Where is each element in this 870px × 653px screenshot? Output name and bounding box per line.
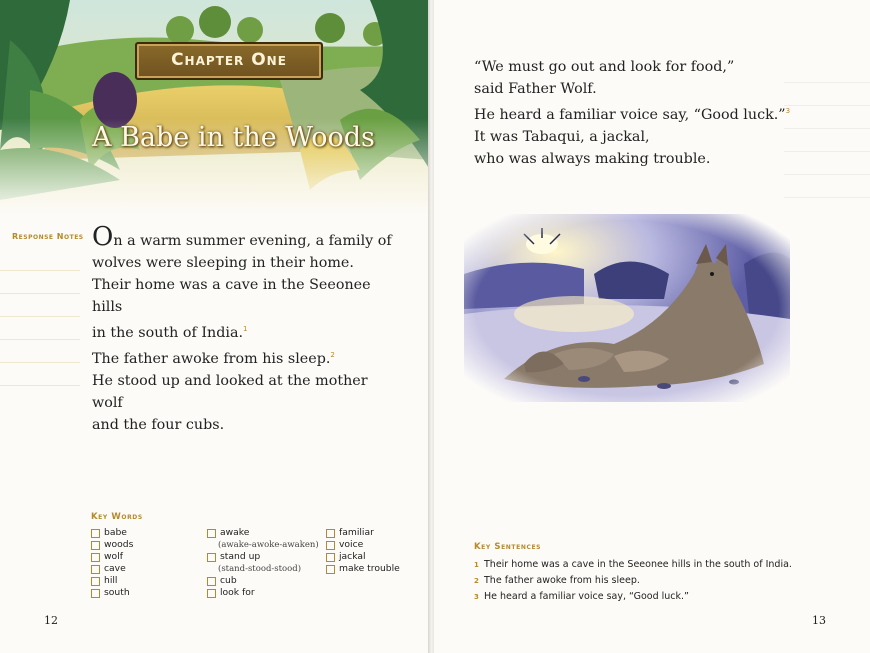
key-word-item[interactable]: stand up	[207, 551, 319, 563]
story-line: said Father Wolf.	[474, 81, 597, 97]
key-word-item[interactable]: woods	[91, 539, 133, 551]
key-words-column-3	[326, 527, 400, 575]
key-word-item[interactable]: voice	[326, 539, 400, 551]
response-notes-lines	[0, 248, 80, 386]
key-word-item[interactable]: cub	[207, 575, 319, 587]
key-word-item[interactable]: familiar	[326, 527, 400, 539]
key-word-item[interactable]: hill	[91, 575, 133, 587]
checkbox[interactable]	[326, 541, 335, 550]
chapter-label: Chapter One	[135, 42, 323, 80]
footnote-marker: 2	[330, 350, 335, 359]
story-line: On a warm summer evening, a family of	[92, 222, 392, 252]
key-sentence-number: 1	[474, 561, 479, 569]
checkbox[interactable]	[91, 565, 100, 574]
checkbox[interactable]	[326, 565, 335, 574]
checkbox[interactable]	[91, 541, 100, 550]
key-word-item[interactable]: look for	[207, 587, 319, 599]
drop-cap: O	[92, 222, 114, 252]
key-words-column-2	[207, 527, 319, 599]
checkbox[interactable]	[91, 553, 100, 562]
checkbox[interactable]	[207, 577, 216, 586]
key-word-item[interactable]: south	[91, 587, 133, 599]
story-line: wolves were sleeping in their home.	[92, 255, 354, 271]
checkbox[interactable]	[207, 589, 216, 598]
page-number: 12	[44, 614, 58, 627]
checkbox[interactable]	[326, 553, 335, 562]
key-words-heading: Key Words	[91, 512, 143, 522]
story-line: He stood up and looked at the mother wolf	[92, 372, 368, 411]
checkbox[interactable]	[207, 553, 216, 562]
story-line: and the four cubs.	[92, 416, 225, 433]
checkbox[interactable]	[326, 529, 335, 538]
key-sentences-list	[474, 557, 792, 605]
story-paragraph	[92, 222, 392, 436]
key-word-item[interactable]: awake	[207, 527, 319, 539]
checkbox[interactable]	[91, 589, 100, 598]
story-line: Their home was a cave in the Seeonee hills	[92, 277, 371, 315]
key-sentence-number: 3	[474, 593, 479, 601]
story-line: who was always making trouble.	[474, 150, 711, 167]
verb-forms: (awake-awoke-awaken)	[218, 540, 319, 550]
chapter-title: A Babe in the Woods	[92, 122, 375, 153]
left-page	[0, 0, 430, 653]
key-words-column-1	[91, 527, 133, 599]
key-sentences-heading: Key Sentences	[474, 542, 542, 552]
key-word-item[interactable]: wolf	[91, 551, 133, 563]
page-number: 13	[812, 614, 826, 627]
story-line: It was Tabaqui, a jackal,	[474, 128, 650, 145]
checkbox[interactable]	[207, 529, 216, 538]
story-line: in the south of India.$^1$	[92, 324, 248, 341]
key-word-item[interactable]: jackal	[326, 551, 400, 563]
story-continuation	[474, 56, 834, 170]
story-line: “We must go out and look for food,”	[474, 59, 735, 75]
key-word-item[interactable]: babe	[91, 527, 133, 539]
key-word-item[interactable]: make trouble	[326, 563, 400, 575]
response-notes-label: Response Notes	[12, 232, 84, 241]
key-word-item[interactable]: cave	[91, 563, 133, 575]
jungle-banner-illustration	[0, 0, 430, 215]
key-sentence: 1 Their home was a cave in the Seeonee hills in the south of India.	[474, 557, 792, 573]
key-sentence: 2 The father awoke from his sleep.	[474, 573, 792, 589]
right-page	[434, 0, 870, 653]
checkbox[interactable]	[91, 577, 100, 586]
key-sentence-number: 2	[474, 577, 479, 585]
verb-forms: (stand-stood-stood)	[218, 564, 302, 574]
story-line: He heard a familiar voice say, “Good luck.”$^3$	[474, 106, 791, 123]
key-sentence: 3 He heard a familiar voice say, “Good luck.”	[474, 589, 792, 605]
footnote-marker: 3	[785, 107, 791, 115]
story-line: The father awoke from his sleep.$^2$	[92, 350, 335, 367]
checkbox[interactable]	[91, 529, 100, 538]
wolf-family-illustration	[464, 214, 790, 402]
footnote-marker: 1	[243, 325, 248, 333]
